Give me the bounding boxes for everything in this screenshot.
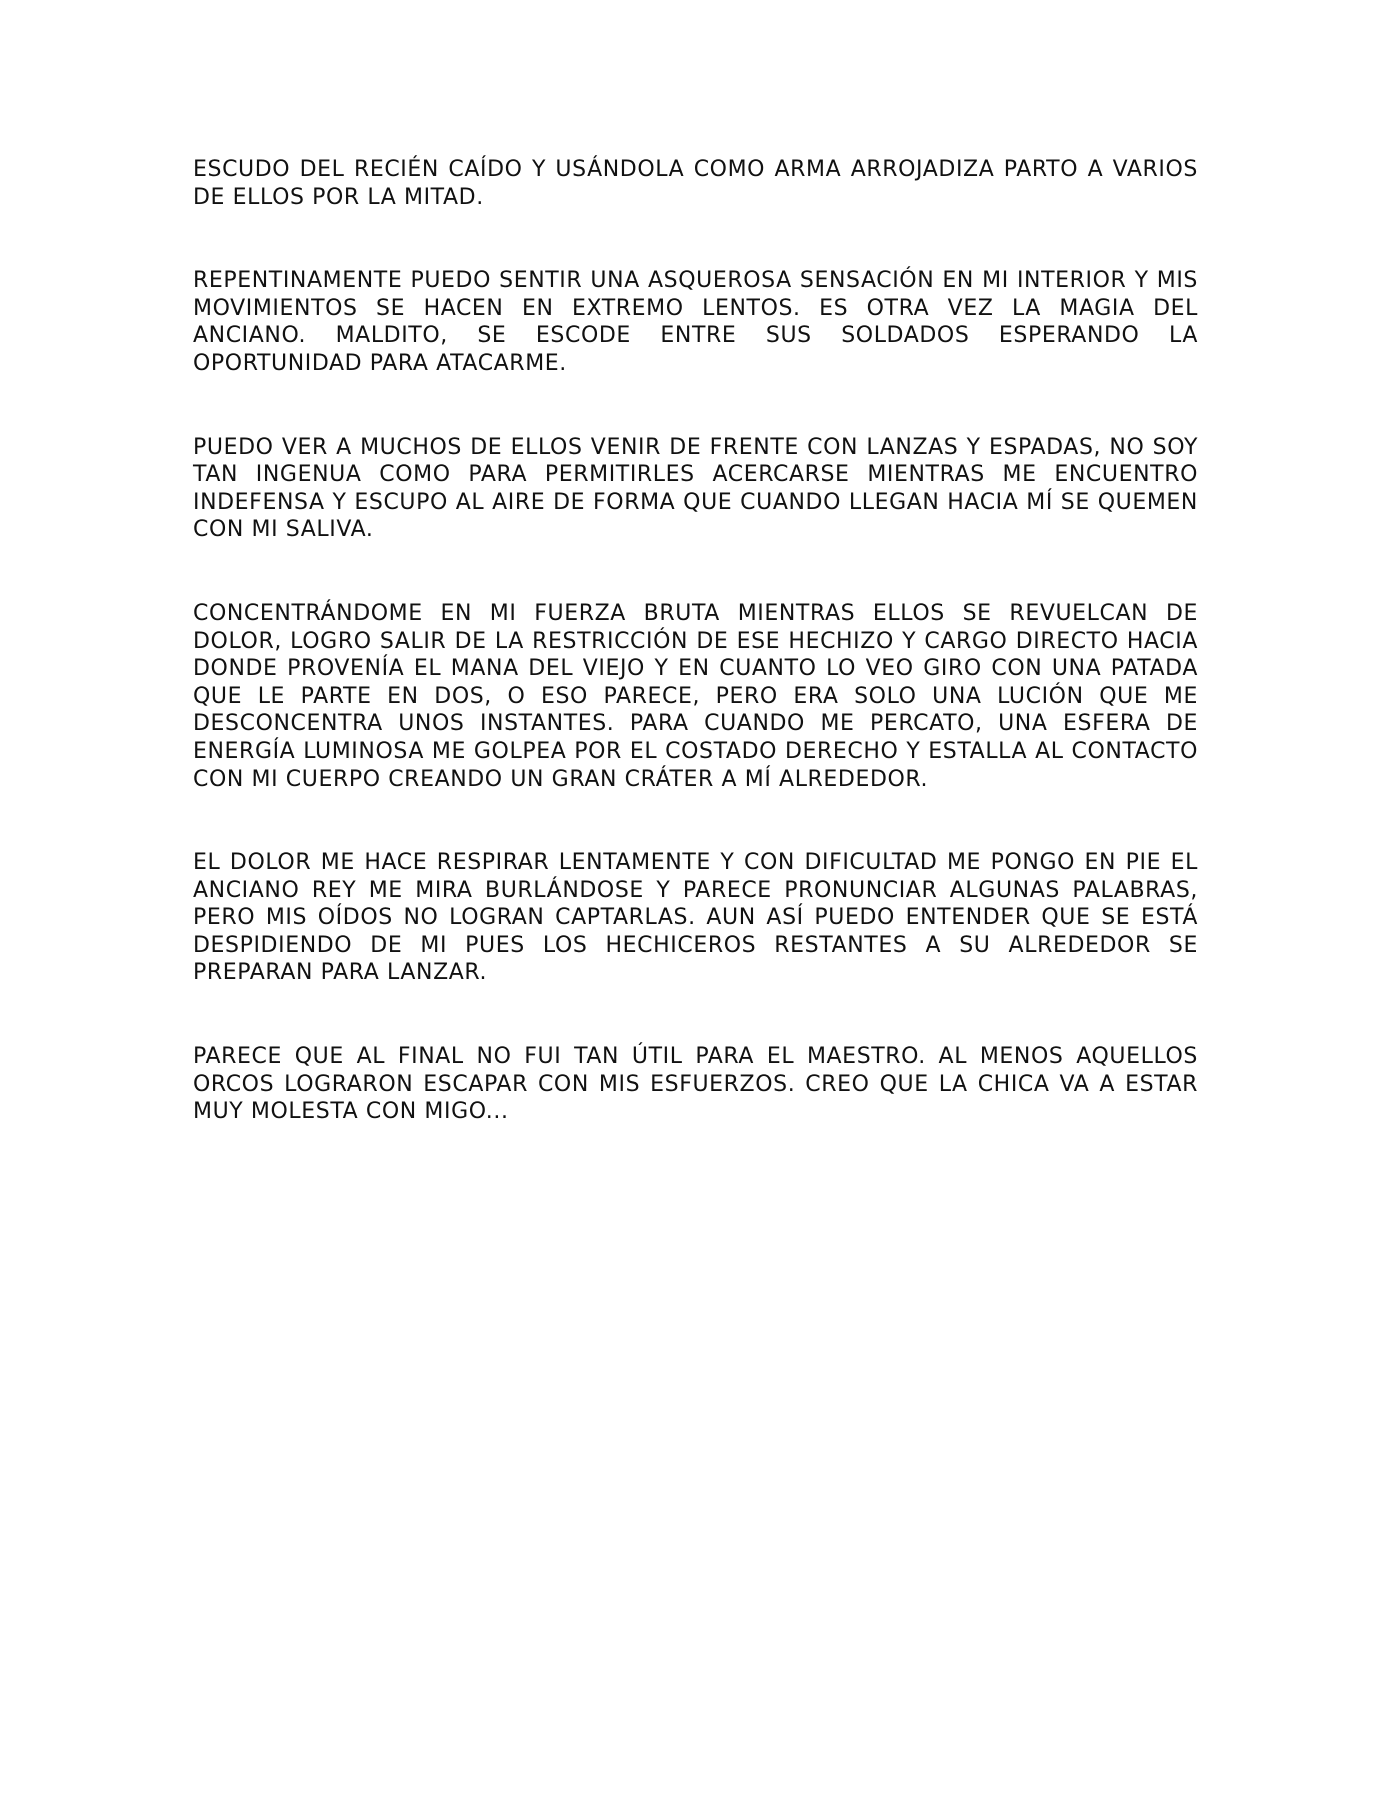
- paragraph-2: REPENTINAMENTE PUEDO SENTIR UNA ASQUEROSA SENSACIÓN EN MI INTERIOR Y MIS MOVIMIENTOS SE HACEN EN EXTREMO LENTOS. ES OTRA VEZ LA MAGIA DEL ANCIANO. MALDITO, SE ESCODE ENTRE SUS SOLDADOS ESPERANDO LA OPORTUNIDAD PARA ATACARME.: [193, 268, 1198, 376]
- paragraph-5: EL DOLOR ME HACE RESPIRAR LENTAMENTE Y CON DIFICULTAD ME PONGO EN PIE EL ANCIANO REY ME MIRA BURLÁNDOSE Y PARECE PRONUNCIAR ALGUNAS PALABRAS, PERO MIS OÍDOS NO LOGRAN CAPTARLAS. AUN ASÍ PUEDO ENTENDER QUE SE ESTÁ DESPIDIENDO DE MI PUES LOS HECHICEROS RESTANTES A SU ALREDEDOR SE PREPARAN PARA LANZAR.: [193, 850, 1198, 986]
- paragraph-1: ESCUDO DEL RECIÉN CAÍDO Y USÁNDOLA COMO ARMA ARROJADIZA PARTO A VARIOS DE ELLOS POR LA MITAD.: [193, 157, 1198, 210]
- document-body: [193, 156, 1198, 1182]
- paragraph-4: CONCENTRÁNDOME EN MI FUERZA BRUTA MIENTRAS ELLOS SE REVUELCAN DE DOLOR, LOGRO SALIR DE LA RESTRICCIÓN DE ESE HECHIZO Y CARGO DIRECTO HACIA DONDE PROVENÍA EL MANA DEL VIEJO Y EN CUANTO LO VEO GIRO CON UNA PATADA QUE LE PARTE EN DOS, O ESO PARECE, PERO ERA SOLO UNA LUCIÓN QUE ME DESCONCENTRA UNOS INSTANTES. PARA CUANDO ME PERCATO, UNA ESFERA DE ENERGÍA LUMINOSA ME GOLPEA POR EL COSTADO DERECHO Y ESTALLA AL CONTACTO CON MI CUERPO CREANDO UN GRAN CRÁTER A MÍ ALREDEDOR.: [193, 600, 1198, 792]
- paragraph-3: PUEDO VER A MUCHOS DE ELLOS VENIR DE FRENTE CON LANZAS Y ESPADAS, NO SOY TAN INGENUA COMO PARA PERMITIRLES ACERCARSE MIENTRAS ME ENCUENTRO INDEFENSA Y ESCUPO AL AIRE DE FORMA QUE CUANDO LLEGAN HACIA MÍ SE QUEMEN CON MI SALIVA.: [193, 434, 1198, 543]
- paragraph-6: PARECE QUE AL FINAL NO FUI TAN ÚTIL PARA EL MAESTRO. AL MENOS AQUELLOS ORCOS LOGRARON ESCAPAR CON MIS ESFUERZOS. CREO QUE LA CHICA VA A ESTAR MUY MOLESTA CON MIGO...: [193, 1044, 1198, 1125]
